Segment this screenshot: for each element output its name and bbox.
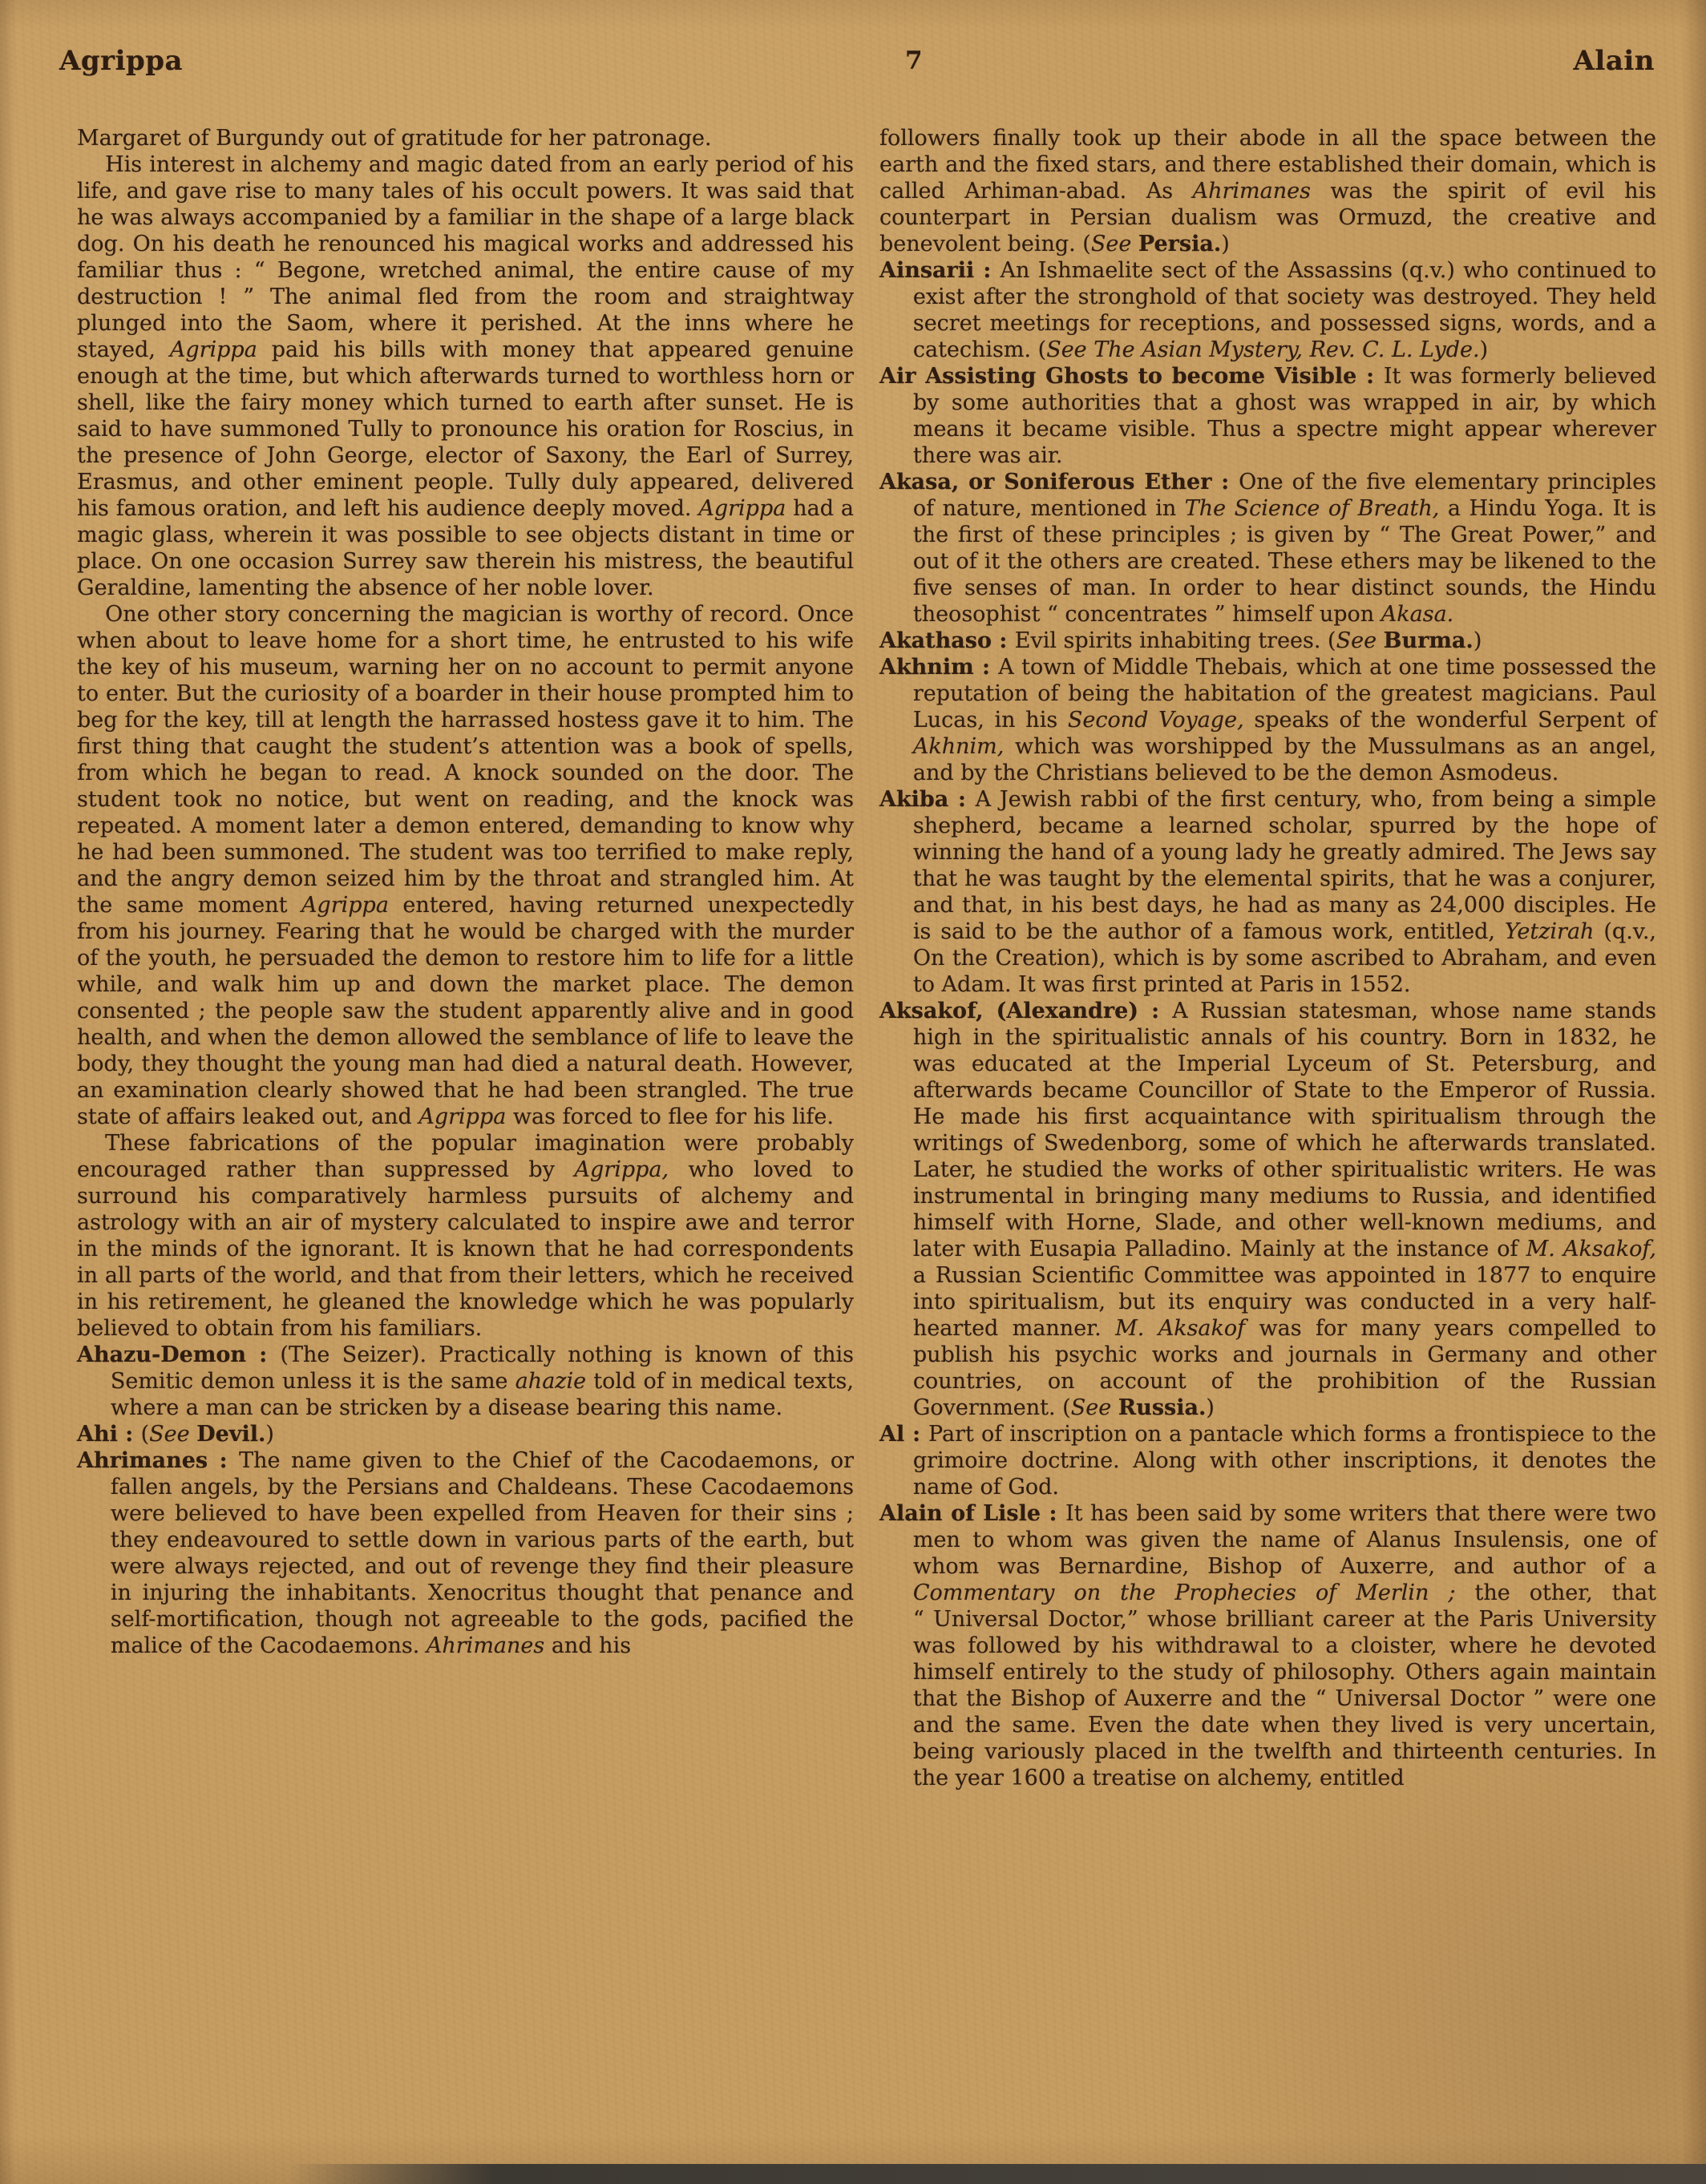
italic-text-run: See — [1090, 232, 1132, 256]
text-run: who loved to surround his comparatively harmless pursuits of alchemy and astrology with an air of mystery calculated to inspire awe and terror in the minds of the ignorant. It is known that he had correspondents in all parts of the world, and that from their letters, which he received in his retirement, he gleaned the knowledge which he was popularly believed to obtain from his familiars. — [77, 1157, 854, 1341]
text-run: It was formerly believed by some authorities that a ghost was wrapped in air, by which means it became visible. Thus a spectre might appear wherever there was air. — [912, 364, 1656, 468]
text-run: His interest in alchemy and magic dated from an early period of his life, and gave rise to many tales of his occult powers. It was said that he was always accompanied by a familiar in the shape of a large black dog. On his death he renounced his magical works and addressed his familiar thus : “ Begone, wretched animal, the entire cause of my destruction ! ” The animal fled from the room and straightway plunged into the Saom, where it perished. At the inns where he stayed, — [77, 152, 854, 362]
entry-paragraph — [879, 1421, 1656, 1500]
entry-term: Akathaso : — [879, 628, 1015, 653]
text-run: A Jewish rabbi of the first century, who, from being a simple shepherd, became a learned scholar, spurred by the hope of winning the hand of a young lady he greatly admired. The Jews say that he was taught by the elemental spirits, that he was a conjurer, and that, in his best days, he had as many as 24,000 disciples. He is said to be the author of a famous work, entitled, — [912, 787, 1656, 944]
entry-term: Akasa, or Soniferous Ether : — [879, 470, 1239, 495]
text-run: followers finally took up their abode in all the space between the earth and the fixed stars, and there established their domain, which is called Arhiman-abad. As — [879, 126, 1656, 204]
italic-text-run: The Science of Breath, — [1184, 496, 1440, 521]
text-run: a Hindu Yoga. It is the first of these principles ; is given by “ The Great Power,” and out of it the others are created. These ethers may be likened to the five senses of man. In order to hear distinct sounds, the Hindu theosophist “ concentrates ” himself upon — [912, 496, 1656, 627]
paragraph — [77, 601, 854, 1130]
entry-paragraph — [879, 257, 1656, 363]
entry-paragraph — [879, 1500, 1656, 1791]
entry-paragraph — [77, 1342, 854, 1421]
right-column — [879, 125, 1656, 1791]
italic-text-run: M. Aksakof — [1115, 1316, 1246, 1341]
italic-text-run: Ahrimanes — [1192, 179, 1311, 204]
text-run: It has been said by some writers that there were two men to whom was given the name of Alanus Insulensis, one of whom was Bernardine, Bishop of Auxerre, and author of a — [912, 1501, 1656, 1579]
cross-reference: Burma. — [1383, 628, 1474, 653]
text-run: and his — [544, 1633, 632, 1658]
header-keyword-right: Alain — [1573, 45, 1655, 77]
entry-term: Alain of Lisle : — [879, 1501, 1065, 1526]
entry-paragraph — [879, 786, 1656, 998]
italic-text-run: M. Aksakof, — [1526, 1237, 1656, 1262]
entry-paragraph — [879, 363, 1656, 469]
italic-text-run: Agrippa — [698, 496, 786, 521]
text-run: (q.v., On the Creation), which is by some ascribed to Abraham, and even to Adam. It was first printed at Paris in 1552. — [912, 919, 1657, 997]
italic-text-run: See — [1336, 628, 1377, 653]
entry-paragraph — [879, 654, 1656, 786]
italic-text-run: See — [149, 1422, 190, 1447]
text-run: ) — [1479, 337, 1489, 362]
text-run — [1377, 628, 1384, 653]
text-run: was for many years compelled to publish his psychic works and journals in Germany and other countries, on account of the prohibition of the Russian Government. ( — [912, 1316, 1657, 1420]
text-run: ( — [140, 1422, 150, 1447]
text-run: Evil spirits inhabiting trees. ( — [1014, 628, 1336, 653]
text-run: One of the five elementary principles of nature, mentioned in — [912, 470, 1656, 521]
italic-text-run: Akasa. — [1381, 602, 1454, 627]
entry-term: Aksakof, (Alexandre) : — [879, 999, 1173, 1023]
entry-term: Ahazu-Demon : — [77, 1342, 281, 1367]
text-run: a Russian Scientific Committee was appointed in 1877 to enquire into spiritualism, but its enquiry was conducted in a very half-hearted manner. — [912, 1263, 1656, 1341]
italic-text-run: Ahrimanes — [426, 1633, 545, 1658]
text-run: told of in medical texts, where a man can be stricken by a disease bearing this name. — [110, 1369, 854, 1420]
entry-term: Akhnim : — [879, 655, 999, 680]
text-run: ) — [1221, 232, 1230, 256]
entry-paragraph — [77, 1447, 854, 1659]
left-column — [77, 125, 854, 1791]
text-run: The name given to the Chief of the Cacodaemons, or fallen angels, by the Persians and Chaldeans. These Cacodaemons were believed to have been expelled from Heaven for their sins ; they endeavoured to settle down in various parts of the earth, but were always rejected, and out of revenge they find their pleasure in injuring the inhabitants. Xenocritus thought that penance and self-mortification, though not agreeable to the gods, pacified the malice of the Cacodaemons. — [110, 1448, 855, 1658]
cross-reference: Russia. — [1118, 1395, 1207, 1420]
text-run: ) — [265, 1422, 274, 1447]
cross-reference: Persia. — [1138, 232, 1222, 256]
italic-text-run: Agrippa — [301, 893, 389, 918]
italic-text-run: Agrippa — [169, 337, 257, 362]
paragraph — [77, 151, 854, 601]
entry-term: Air Assisting Ghosts to become Visible : — [879, 364, 1384, 389]
entry-paragraph — [879, 998, 1656, 1421]
text-run: entered, having returned unexpectedly from his journey. Fearing that he would be charged with the murder of the youth, he persuaded the demon to restore him to life for a little while, and walk him up and down the market place. The demon consented ; the people saw the student apparently alive and in good health, and when the demon allowed the semblance of life to leave the body, they thought the young man had died a natural death. However, an examination clearly showed that he had been strangled. The true state of affairs leaked out, and — [77, 893, 854, 1129]
paragraph — [77, 125, 854, 151]
text-run: An Ishmaelite sect of the Assassins (q.v.) who continued to exist after the stronghold of that society was destroyed. They held secret meetings for receptions, and possessed signs, words, and a catechism. ( — [912, 258, 1656, 362]
text-run: ) — [1473, 628, 1482, 653]
text-run — [1131, 232, 1138, 256]
text-run: the other, that “ Universal Doctor,” whose brilliant career at the Paris University was followed by his withdrawal to a cloister, where he devoted himself entirely to the study of philosophy. Others again maintain that the Bishop of Auxerre and the “ Universal Doctor ” were one and the same. Even the date when they lived is very uncertain, being variously placed in the twelfth and thirteenth centuries. In the year 1600 a treatise on alchemy, entitled — [912, 1580, 1656, 1790]
italic-text-run: See The Asian Mystery, Rev. C. L. Lyde. — [1046, 337, 1480, 362]
entry-paragraph — [879, 628, 1656, 654]
text-run: (The Seizer). Practically nothing is known of this Semitic demon unless it is the same — [110, 1342, 854, 1394]
text-run: These fabrications of the popular imagination were probably encouraged rather than suppressed by — [77, 1131, 854, 1182]
italic-text-run: Agrippa — [418, 1104, 507, 1129]
text-run — [190, 1422, 197, 1447]
text-columns — [77, 125, 1656, 1791]
italic-text-run: Agrippa, — [574, 1157, 669, 1182]
entry-term: Al : — [879, 1422, 929, 1447]
cross-reference: Devil. — [196, 1422, 266, 1447]
italic-text-run: Akhnim, — [912, 734, 1005, 759]
text-run: was forced to flee for his life. — [506, 1104, 834, 1129]
page-number: 7 — [905, 46, 924, 75]
entry-paragraph — [77, 1421, 854, 1447]
text-run: speaks of the wonderful Serpent of — [1243, 708, 1657, 733]
page-header — [59, 45, 1656, 80]
italic-text-run: See — [1070, 1395, 1112, 1420]
text-run: ) — [1206, 1395, 1215, 1420]
italic-text-run: Yetzirah — [1504, 919, 1595, 944]
paragraph — [77, 1130, 854, 1342]
text-run: was the spirit of evil his counterpart in Persian dualism was Ormuzd, the creative and benevolent being. ( — [879, 179, 1657, 256]
scan-edge-shadow — [0, 2164, 1706, 2184]
entry-term: Ahi : — [77, 1422, 141, 1447]
text-run: A town of Middle Thebais, which at one time possessed the reputation of being the habitation of the greatest magicians. Paul Lucas, in his — [912, 655, 1656, 733]
text-run: A Russian statesman, whose name stands high in the spiritualistic annals of his country. Born in 1832, he was educated at the Imperial Lyceum of St. Petersburg, and afterwards became Councillor of State to the Emperor of Russia. He made his first acquaintance with spiritualism through the writings of Swedenborg, some of which he afterwards translated. Later, he studied the works of other spiritualistic writers. He was instrumental in bringing many mediums to Russia, and identified himself with Horne, Slade, and other well-known mediums, and later with Eusapia Palladino. Mainly at the instance of — [912, 999, 1656, 1262]
entry-paragraph — [879, 469, 1656, 628]
text-run: paid his bills with money that appeared genuine enough at the time, but which afterwards turned to worthless horn or shell, like the fairy money which turned to earth after sunset. He is said to have summoned Tully to pronounce his oration for Roscius, in the presence of John George, elector of Saxony, the Earl of Surrey, Erasmus, and other eminent people. Tully duly appeared, delivered his famous oration, and left his audience deeply moved. — [77, 337, 854, 521]
paragraph — [879, 125, 1656, 257]
entry-term: Ahrimanes : — [77, 1448, 240, 1473]
text-run: had a magic glass, wherein it was possible to see objects distant in time or place. On one occasion Surrey saw therein his mistress, the beautiful Geraldine, lamenting the absence of her noble lover. — [77, 496, 854, 600]
header-keyword-left: Agrippa — [59, 45, 184, 77]
italic-text-run: ahazie — [515, 1369, 587, 1394]
text-run: Margaret of Burgundy out of gratitude for her patronage. — [77, 126, 712, 151]
entry-term: Akiba : — [879, 787, 976, 812]
text-run: One other story concerning the magician is worthy of record. Once when about to leave home for a short time, he entrusted to his wife the key of his museum, warning her on no account to permit anyone to enter. But the curiosity of a boarder in their house prompted him to beg for the key, till at length the harrassed hostess gave it to him. The first thing that caught the student’s attention was a book of spells, from which he began to read. A knock sounded on the door. The student took no notice, but went on reading, and the knock was repeated. A moment later a demon entered, demanding to know why he had been summoned. The student was too terrified to make reply, and the angry demon seized him by the throat and strangled him. At the same moment — [77, 602, 854, 918]
italic-text-run: Commentary on the Prophecies of Merlin ; — [912, 1580, 1456, 1605]
text-run: which was worshipped by the Mussulmans as an angel, and by the Christians believed to be the demon Asmodeus. — [912, 734, 1656, 785]
text-run: Part of inscription on a pantacle which forms a frontispiece to the grimoire doctrine. Along with other inscriptions, it denotes the name of God. — [912, 1422, 1656, 1500]
italic-text-run: Second Voyage, — [1067, 708, 1244, 733]
text-run — [1111, 1395, 1118, 1420]
entry-term: Ainsarii : — [879, 258, 1001, 283]
